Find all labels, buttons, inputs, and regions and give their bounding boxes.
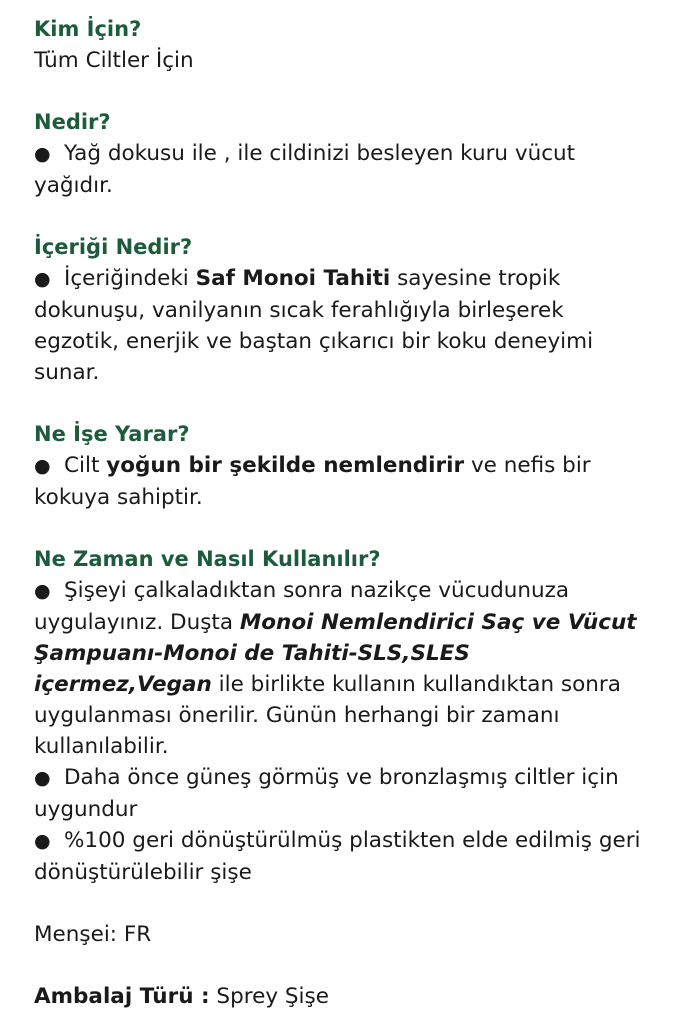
section-packaging — [34, 981, 648, 1012]
origin-text: Menşei: FR — [34, 922, 152, 947]
ingredients-text-2: sayesine tropik dokunuşu, vanilyanın sıcak ferahlığıyla birleşerek egzotik, enerjik ve baştan çıkarıcı bir koku deneyimi sunar. — [34, 266, 594, 385]
bullet-icon — [34, 762, 64, 794]
bullet-icon — [34, 138, 64, 170]
section-who — [34, 14, 648, 76]
usage-bullet-2-text: Daha önce güneş görmüş ve bronzlaşmış ciltler için uygundur — [34, 765, 619, 822]
benefits-text-1: Cilt — [64, 453, 107, 478]
benefits-heading: Ne İşe Yarar? — [34, 422, 190, 446]
usage-bullet-1 — [34, 575, 648, 762]
what-bullet-text: Yağ dokusu ile , ile cildinizi besleyen kuru vücut yağıdır. — [34, 141, 576, 198]
who-text: Tüm Ciltler İçin — [34, 48, 194, 73]
usage-bullet-3 — [34, 825, 648, 888]
usage-heading: Ne Zaman ve Nasıl Kullanılır? — [34, 547, 381, 571]
usage-product-name: Monoi Nemlendirici Saç ve Vücut Şampuanı-Monoi de Tahiti-SLS,SLES içermez,Vegan — [34, 610, 637, 697]
benefits-bold: yoğun bir şekilde nemlendirir — [106, 453, 465, 478]
usage-bullet-1-text-1: Şişeyi çalkaladıktan sonra nazikçe vücudunuza uygulayınız. Duşta — [34, 578, 570, 635]
section-what — [34, 107, 648, 201]
bullet-icon — [34, 263, 64, 295]
bullet-icon — [34, 825, 64, 857]
section-origin — [34, 919, 648, 950]
who-heading: Kim İçin? — [34, 17, 142, 41]
packaging-value: Sprey Şişe — [209, 984, 329, 1009]
what-heading: Nedir? — [34, 110, 111, 134]
section-usage — [34, 544, 648, 888]
ingredients-text-1: İçeriğindeki — [64, 266, 196, 291]
section-benefits — [34, 419, 648, 513]
section-ingredients — [34, 232, 648, 388]
packaging-line — [34, 981, 648, 1012]
usage-bullet-1-text-2: ile birlikte kullanın kullandıktan sonra uygulanması önerilir. Günün herhangi bir zamanı kullanılabilir. — [34, 672, 621, 759]
what-bullet — [34, 138, 648, 201]
bullet-icon — [34, 450, 64, 482]
ingredients-bullet — [34, 263, 648, 388]
usage-bullet-3-text: %100 geri dönüştürülmüş plastikten elde edilmiş geri dönüştürülebilir şişe — [34, 828, 641, 885]
usage-bullet-2 — [34, 762, 648, 825]
benefits-text-2: ve nefis bir kokuya sahiptir. — [34, 453, 591, 510]
bullet-icon — [34, 575, 64, 607]
ingredients-bold: Saf Monoi Tahiti — [195, 266, 391, 291]
ingredients-heading: İçeriği Nedir? — [34, 235, 193, 259]
benefits-bullet — [34, 450, 648, 513]
packaging-label: Ambalaj Türü : — [34, 984, 210, 1009]
